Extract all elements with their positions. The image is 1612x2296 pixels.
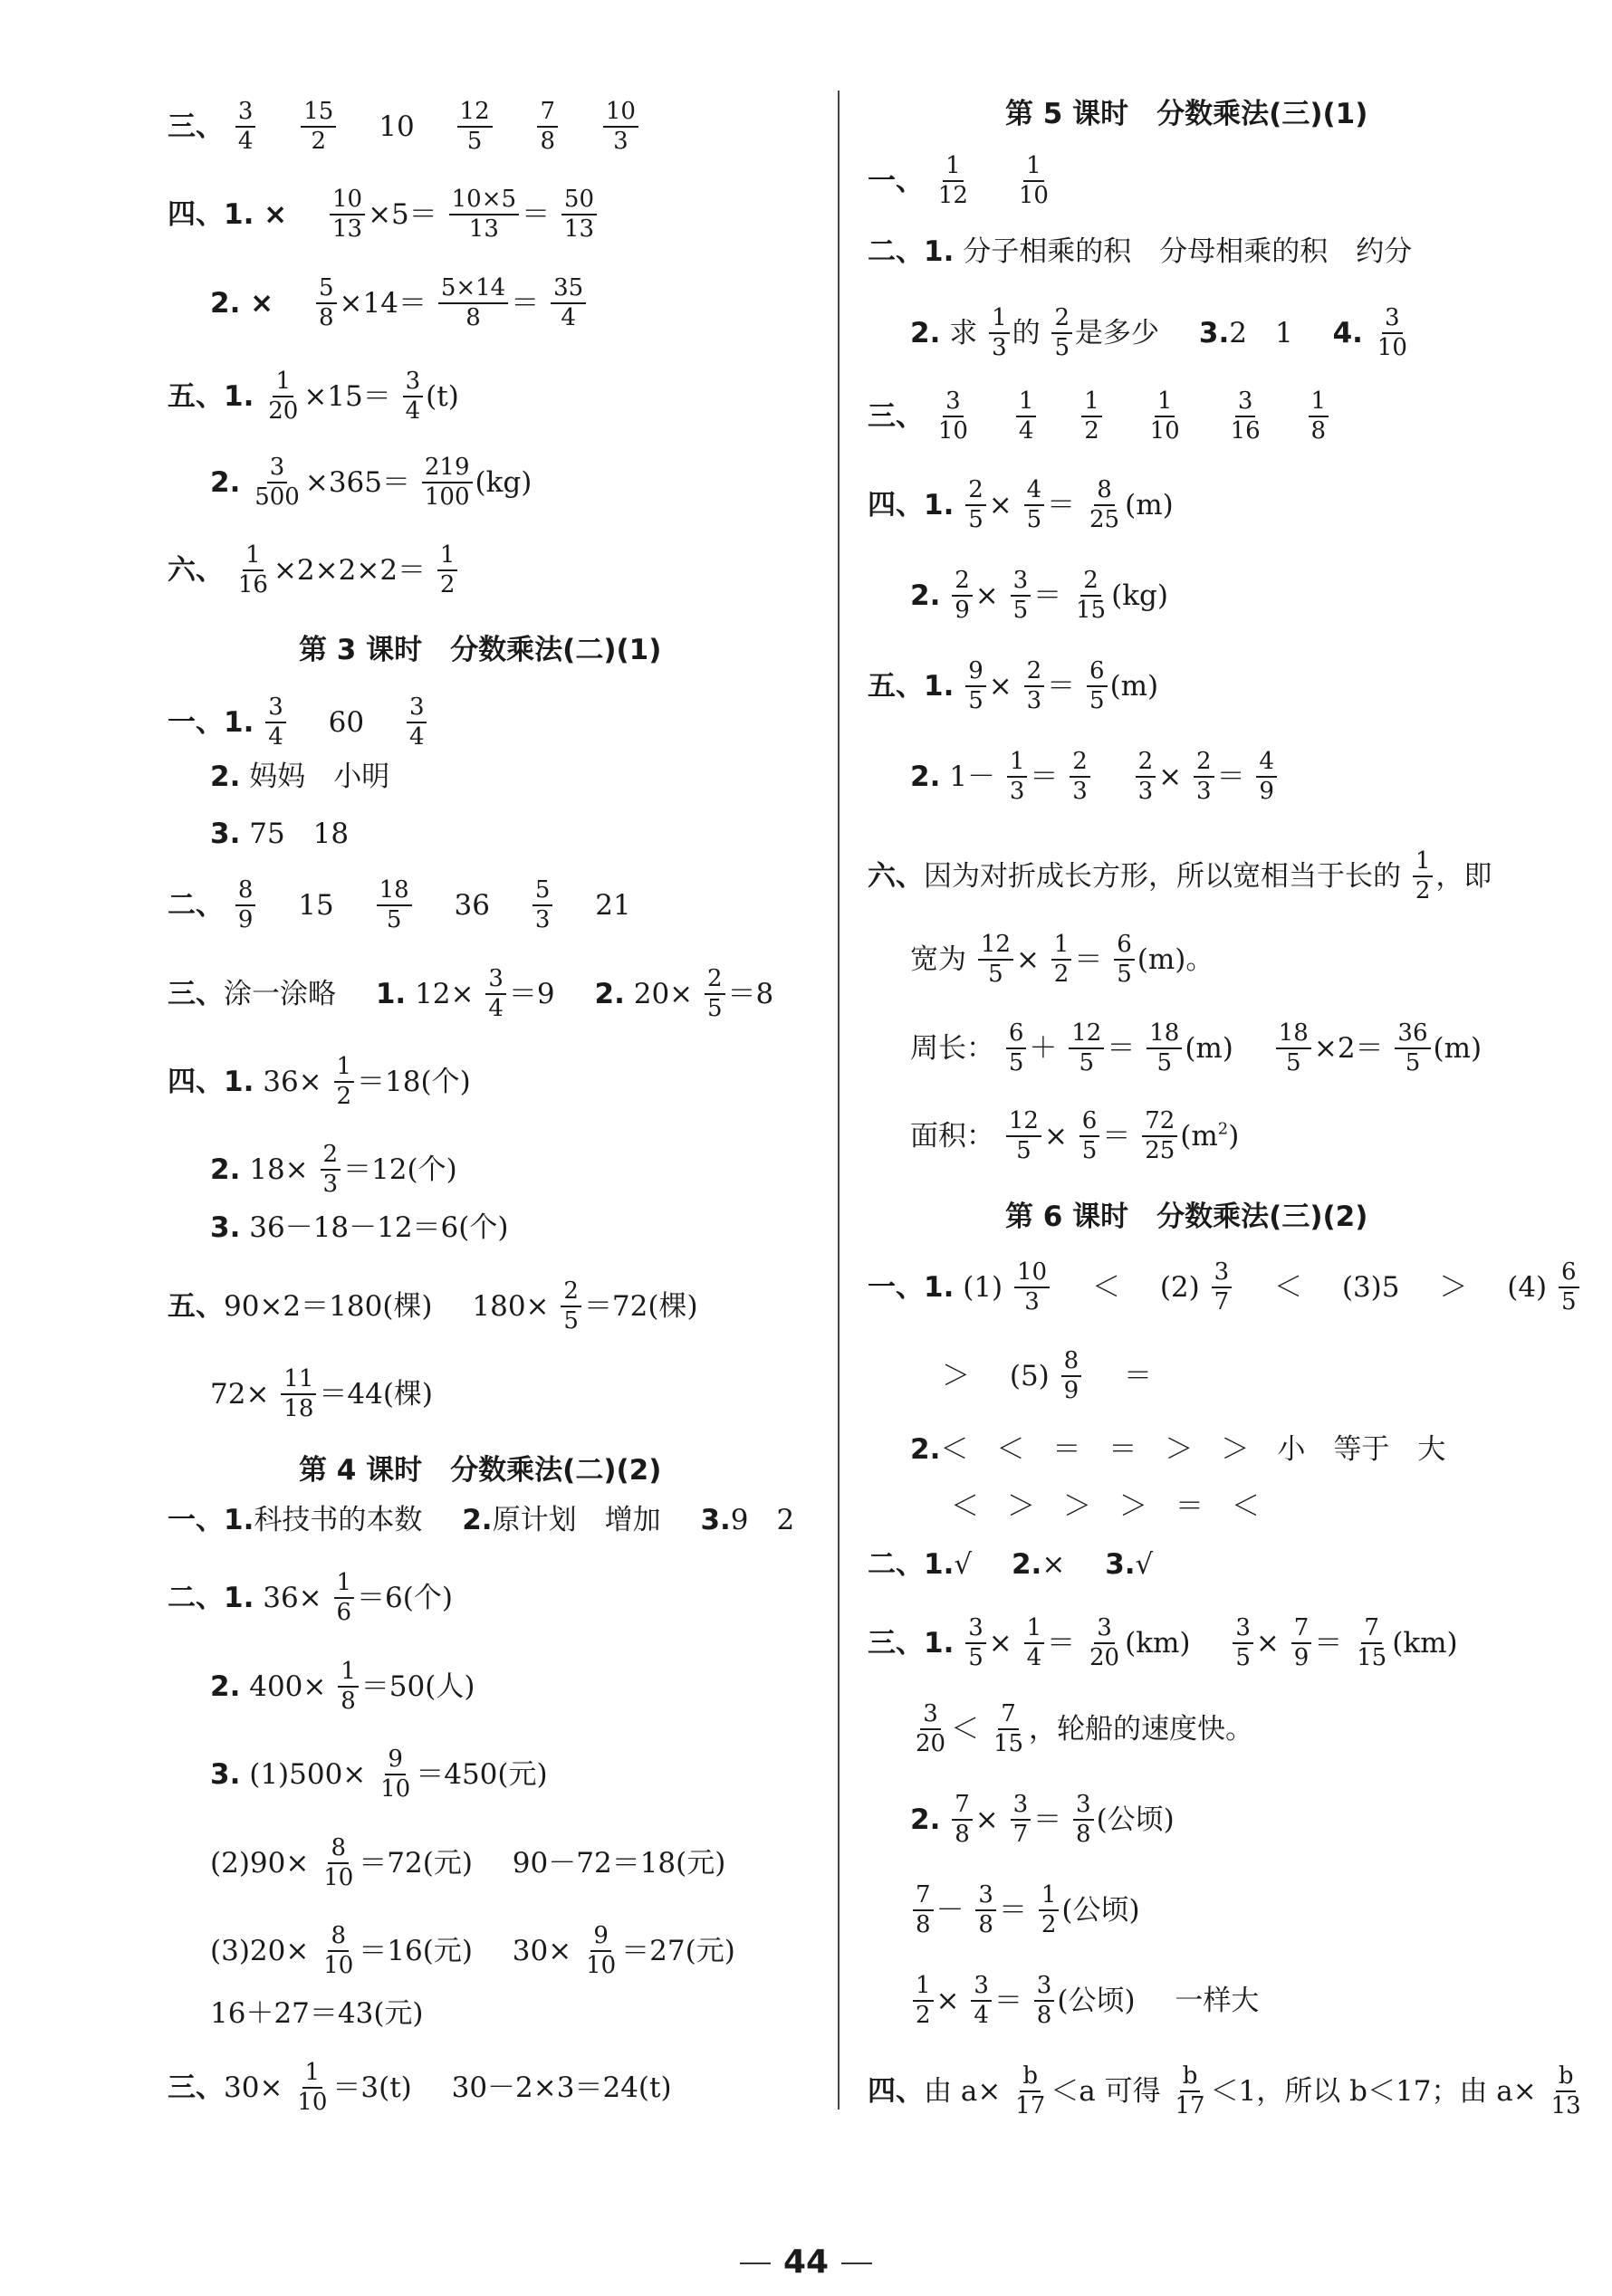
fraction: $\frac{3}{4}$ (235, 100, 256, 155)
fraction: $\frac{15}{2}$ (301, 100, 336, 155)
section-heading: 第 3 课时 分数乘法(二)(1) (299, 634, 662, 666)
answer-line: 3. (1)500× $\frac{9}{10}$ ＝450(元) (210, 1746, 548, 1803)
answer-line: 3. 75 18 (210, 818, 350, 850)
section-heading: 第 6 课时 分数乘法(三)(2) (1005, 1201, 1368, 1233)
answer-line: 二、1. 36× $\frac{1}{6}$ ＝6(个) (168, 1569, 453, 1627)
answer-line: 五、90×2＝180(棵) 180× $\frac{2}{5}$ ＝72(棵) (168, 1277, 698, 1335)
answer-line: 2. 1－ $\frac{1}{3}$ ＝ $\frac{2}{3}$ $\frac{2}{3}$ × $\frac{2}{3}$ ＝ $\frac{4}{9}$ (910, 750, 1280, 805)
answer-line: 六、 $\frac{1}{16}$ ×2×2×2＝ $\frac{1}{2}$ (168, 543, 460, 598)
answer-line: (2)90× $\frac{8}{10}$ ＝72(元) 90－72＝18(元) (210, 1834, 726, 1892)
answer-line: 72× $\frac{11}{18}$ ＝44(棵) (210, 1365, 434, 1423)
answer-line: 一、1.科技书的本数 2.原计划 增加 3.9 2 (168, 1504, 795, 1536)
answer-line: 三、涂一涂略 1. 12× $\frac{3}{4}$ ＝9 2. 20× $\frac{2}{5}$ ＝8 (168, 965, 774, 1023)
answer-line: 2. 妈妈 小明 (210, 761, 390, 793)
section-heading: 第 5 课时 分数乘法(三)(1) (1005, 98, 1368, 130)
answer-line: 四、1. × $\frac{10}{13}$ ×5＝ $\frac{10\times 5}{13}$ ＝ $\frac{50}{13}$ (168, 187, 600, 243)
section-heading: 第 4 课时 分数乘法(二)(2) (299, 1454, 662, 1487)
answer-line: 四、1. $\frac{2}{5}$ × $\frac{4}{5}$ ＝ $\frac{8}{25}$ (m) (868, 476, 1174, 534)
answer-line: 五、1. $\frac{1}{20}$ ×15＝ $\frac{3}{4}$ (t) (168, 368, 459, 426)
answer-line: 2. $\frac{2}{9}$ × $\frac{3}{5}$ ＝ $\frac{2}{15}$ (kg) (910, 567, 1168, 625)
answer-line: 2. $\frac{7}{8}$ × $\frac{3}{7}$ ＝ $\frac{3}{8}$ (公顷) (910, 1791, 1175, 1849)
answer-line: 三、1. $\frac{3}{5}$ × $\frac{1}{4}$ ＝ $\frac{3}{20}$ (km) $\frac{3}{5}$ × $\frac{7}{9}$ ＝ $\frac{7}{15}$ (km) (868, 1614, 1458, 1672)
answer-line: 2. 400× $\frac{1}{8}$ ＝50(人) (210, 1658, 475, 1716)
answer-line: 六、因为对折成长方形，所以宽相当于长的 $\frac{1}{2}$ ，即 (868, 847, 1492, 905)
answer-line: 一、 $\frac{1}{12}$ $\frac{1}{10}$ (868, 152, 1049, 210)
answer-line: (3)20× $\frac{8}{10}$ ＝16(元) 30× $\frac{9}{10}$ ＝27(元) (210, 1922, 735, 1980)
answer-line: ＞ (5) $\frac{8}{9}$ ＝ (942, 1347, 1153, 1405)
fraction: $\frac{12}{5}$ (457, 100, 493, 155)
answer-line: ＜ ＞ ＞ ＞ ＝ ＜ (951, 1490, 1260, 1523)
answer-line: $\frac{3}{20}$ ＜ $\frac{7}{15}$ ，轮船的速度快。 (916, 1700, 1254, 1758)
answer-line: $\frac{7}{8}$ － $\frac{3}{8}$ ＝ $\frac{1}{2}$ (公顷) (910, 1883, 1140, 1938)
answer-line: 二、1. 分子相乘的积 分母相乘的积 约分 (868, 235, 1413, 268)
answer-line: 四、1. 36× $\frac{1}{2}$ ＝18(个) (168, 1053, 471, 1111)
answer-line: 三、 $\frac{3}{4}$ $\frac{15}{2}$ 10 $\frac{12}{5}$ $\frac{7}{8}$ $\frac{10}{3}$ (168, 100, 641, 155)
answer-line: 二、 $\frac{8}{9}$ 15 $\frac{18}{5}$ 36 $\frac{5}{3}$ 21 (168, 876, 631, 934)
answer-line: 周长： $\frac{6}{5}$ ＋ $\frac{12}{5}$ ＝ $\frac{18}{5}$ (m) $\frac{18}{5}$ ×2＝ $\frac{36}{5}$ (m) (910, 1019, 1482, 1077)
answer-line: 3. 36－18－12＝6(个) (210, 1211, 509, 1244)
answer-line: 一、1. $\frac{3}{4}$ 60 $\frac{3}{4}$ (168, 695, 429, 751)
answer-line: 四、由 a× $\frac{b}{17}$ ＜a 可得 $\frac{b}{17}$ ＜1，所以 b＜17；由 a× $\frac{b}{13}$ (868, 2062, 1581, 2120)
answer-line: 2.＜ ＜ ＝ ＝ ＞ ＞ 小 等于 大 (910, 1433, 1446, 1466)
answer-line: 三、30× $\frac{1}{10}$ ＝3(t) 30－2×3＝24(t) (168, 2059, 672, 2117)
answer-line: 二、1.√ 2.× 3.√ (868, 1548, 1154, 1581)
answer-line: 面积： $\frac{12}{5}$ × $\frac{6}{5}$ ＝ $\frac{72}{25}$ $(m^2)$ (910, 1107, 1240, 1165)
fraction: $\frac{10}{3}$ (603, 100, 638, 155)
answer-line: 宽为 $\frac{12}{5}$ × $\frac{1}{2}$ ＝ $\frac{6}{5}$ (m)。 (910, 931, 1214, 989)
column-divider (838, 91, 840, 2109)
answer-line: 2. × $\frac{5}{8}$ ×14＝ $\frac{5\times 14}{8}$ ＝ $\frac{35}{4}$ (210, 276, 589, 331)
page-number-dash (740, 2263, 771, 2264)
fraction: $\frac{7}{8}$ (537, 100, 558, 155)
answer-line: $\frac{1}{2}$ × $\frac{3}{4}$ ＝ $\frac{3}{8}$ (公顷) 一样大 (910, 1974, 1259, 2029)
answer-line: 2. 求 $\frac{1}{3}$ 的 $\frac{2}{5}$ 是多少 3.2 1 4. $\frac{3}{10}$ (910, 304, 1407, 362)
answer-line: 一、1. (1) $\frac{10}{3}$ ＜ (2) $\frac{3}{7}$ ＜ (3)5 ＞ (4) $\frac{6}{5}$ (868, 1260, 1582, 1315)
page-number: 44 (0, 2243, 1612, 2281)
answer-line: 2. $\frac{3}{500}$ ×365＝ $\frac{219}{100}$ (kg) (210, 454, 533, 512)
answer-line: 2. 18× $\frac{2}{3}$ ＝12(个) (210, 1141, 457, 1199)
answer-line: 五、1. $\frac{9}{5}$ × $\frac{2}{3}$ ＝ $\frac{6}{5}$ (m) (868, 657, 1159, 715)
answer-line: 16＋27＝43(元) (210, 1997, 424, 2030)
answer-line: 三、 $\frac{3}{10}$ $\frac{1}{4}$ $\frac{1}{2}$ $\frac{1}{10}$ $\frac{3}{16}$ $\frac{1}{8}$ (868, 389, 1331, 445)
page-number-dash (841, 2263, 872, 2264)
